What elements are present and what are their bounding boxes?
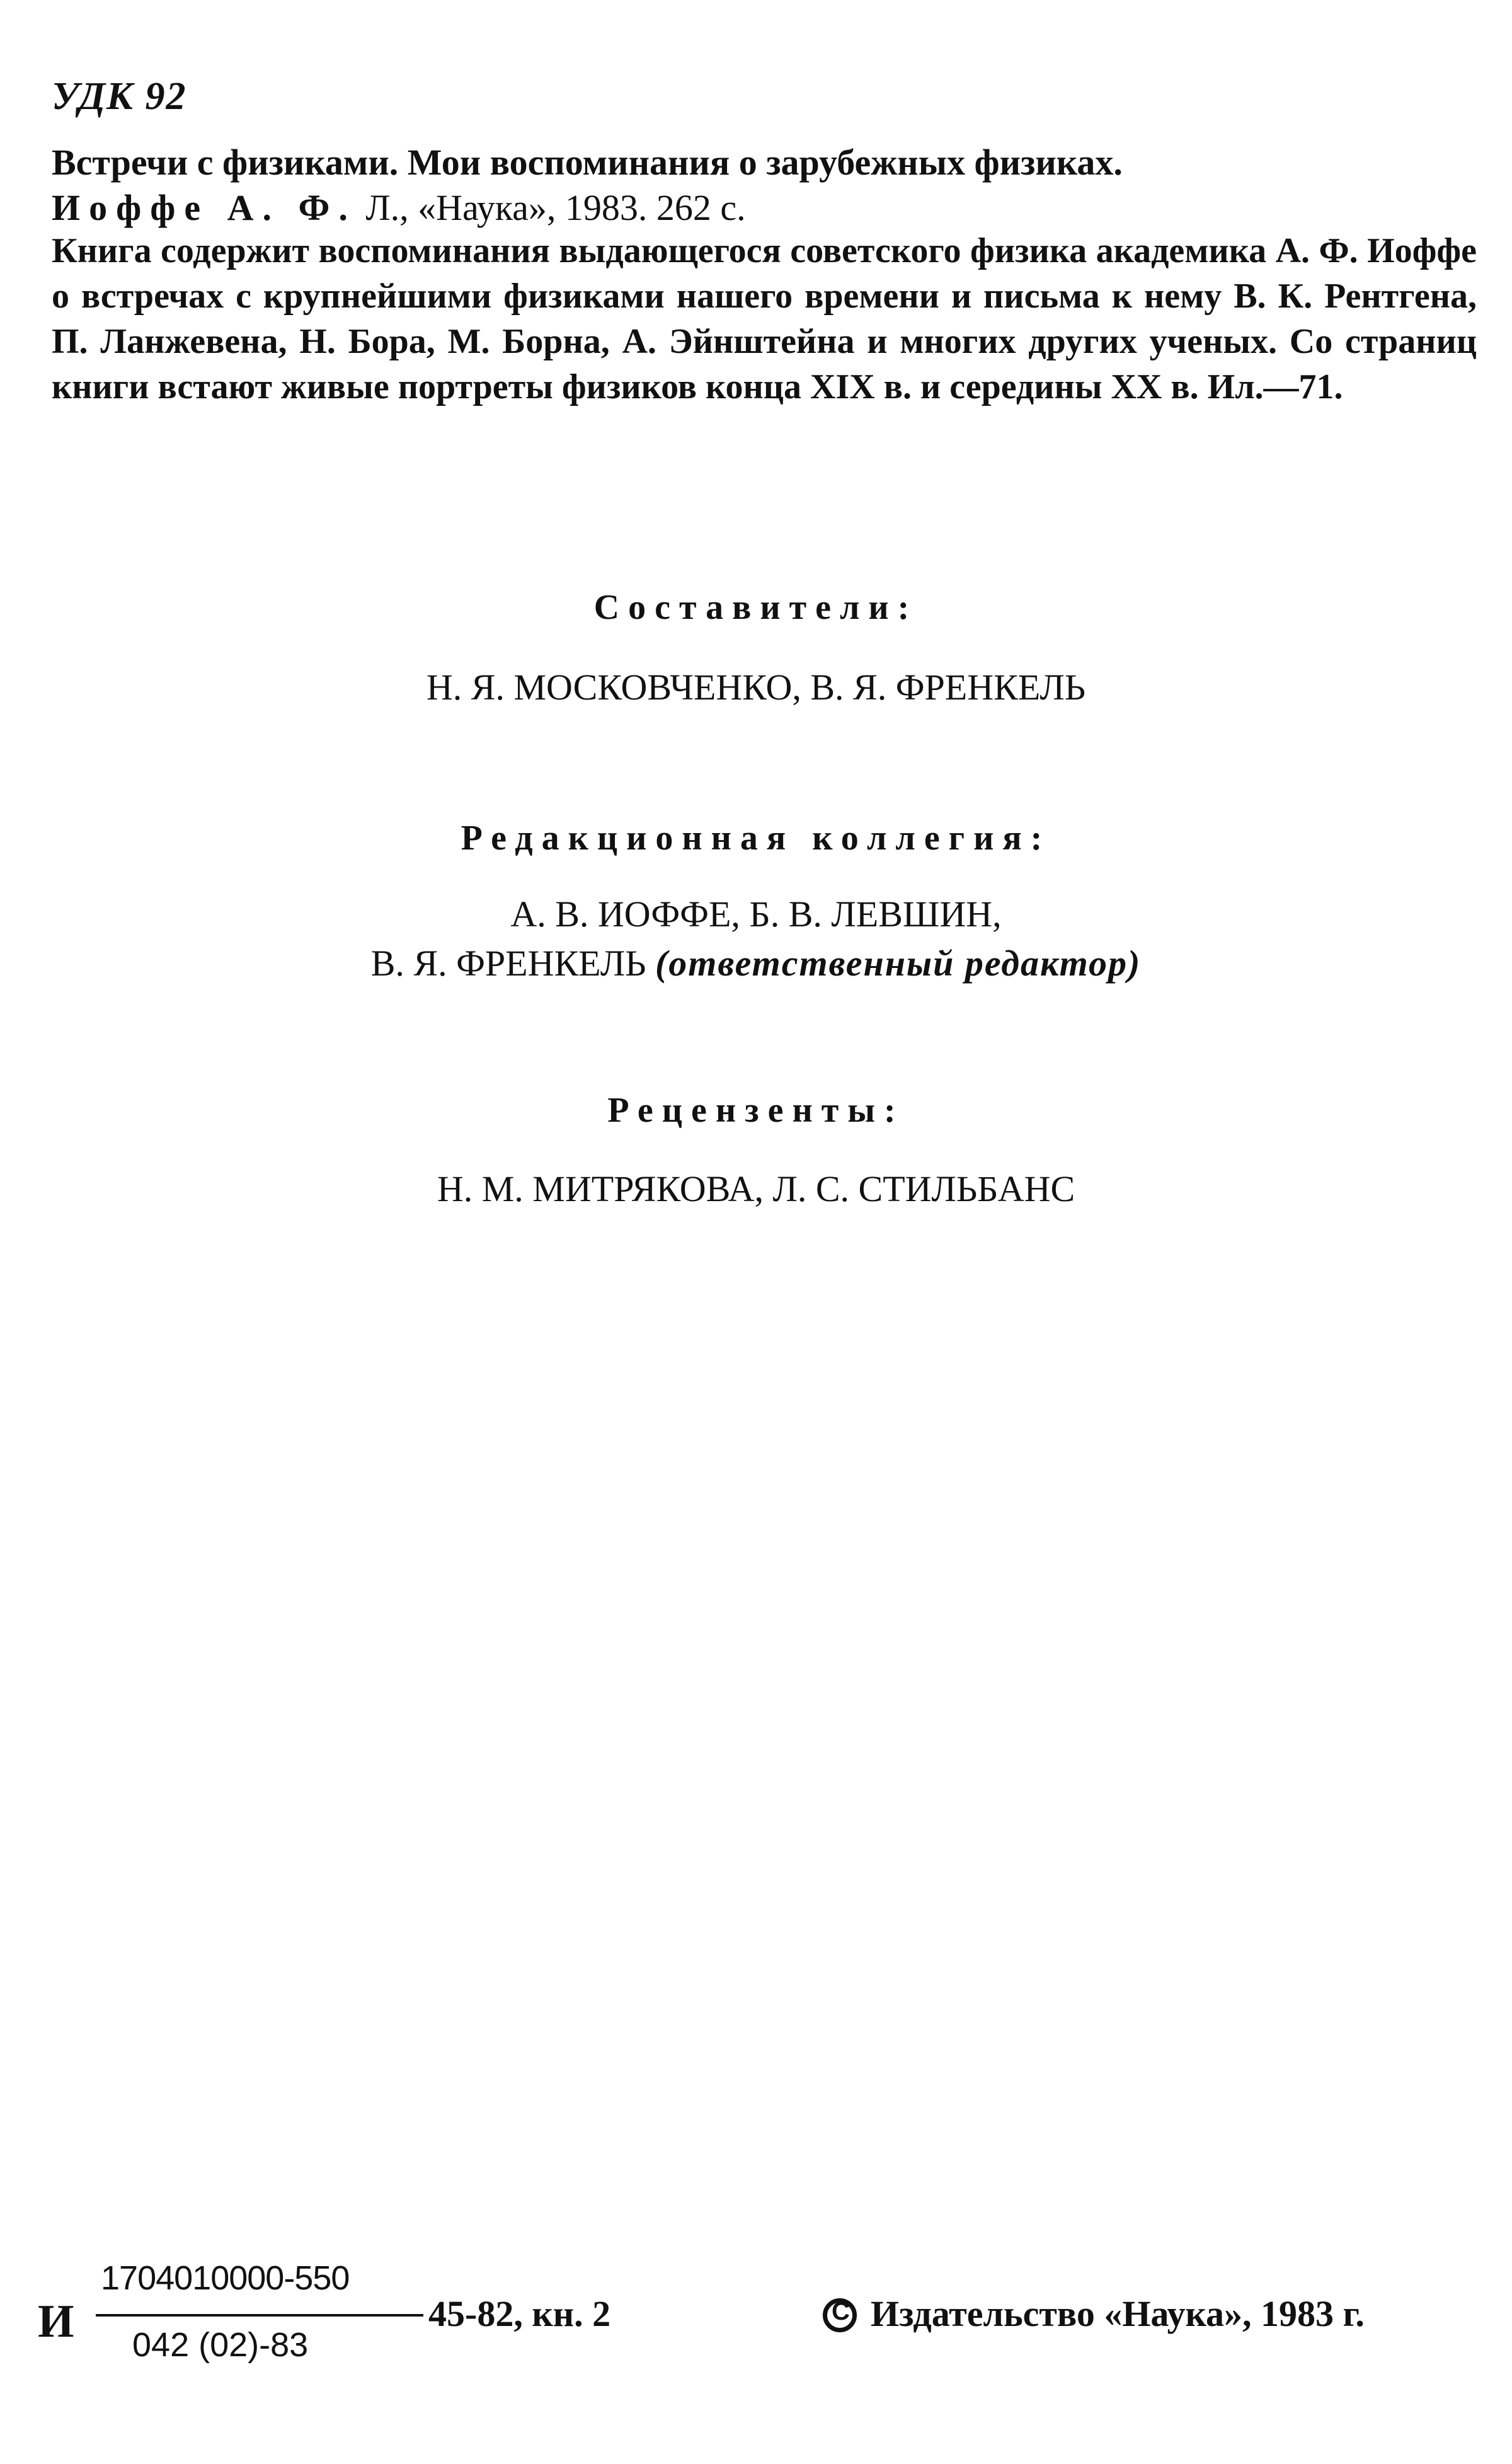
editorial-board-line-2 [0,939,1512,988]
copyright-notice [823,2293,1365,2335]
copyright-text: Издательство «Наука», 1983 г. [871,2293,1365,2334]
author-name: Иоффе А. Ф. [52,187,357,228]
reviewers-names: Н. М. МИТРЯКОВА, Л. С. СТИЛЬБАНС [437,1168,1075,1209]
bibliographic-record [52,140,1477,231]
index-letter: И [38,2296,74,2347]
editorial-board-line-1: А. В. ИОФФЕ, Б. В. ЛЕВШИН, [510,894,1002,935]
index-suffix: 45-82, кн. 2 [428,2293,611,2334]
index-numerator: 1704010000-550 [101,2259,350,2297]
compilers-names: Н. Я. МОСКОВЧЕНКО, В. Я. ФРЕНКЕЛЬ [426,667,1086,708]
catalog-index [38,2256,668,2401]
editor-role: (ответственный редактор) [655,943,1142,984]
editorial-board-heading: Редакционная коллегия: [461,819,1051,858]
fraction-line [96,2314,423,2317]
publication-info: Л., «Наука», 1983. 262 с. [365,187,746,228]
annotation-text: Книга содержит воспоминания выдающегося советского физика академика А. Ф. Иоффе о встречах с крупнейшими физиками нашего времени и письма к нему В. К. Рентгена, П. Ланжевена, Н. Бора, М. Борна, А. Эйнштейна и многих других ученых. Со страниц книги встают живые портреты физиков конца XIX в. и середины XX в. Ил.—71. [52,231,1477,406]
index-denominator: 042 (02)-83 [132,2326,309,2364]
copyright-icon [823,2298,857,2332]
editor-name: В. Я. ФРЕНКЕЛЬ [370,943,646,984]
author-line [52,185,1477,231]
udk-code: УДК 92 [52,75,187,118]
editorial-board-names [0,890,1512,988]
compilers-heading: Составители: [593,588,919,627]
reviewers-heading: Рецензенты: [607,1091,905,1130]
book-title: Встречи с физиками. Мои воспоминания о зарубежных физиках. [52,142,1123,183]
